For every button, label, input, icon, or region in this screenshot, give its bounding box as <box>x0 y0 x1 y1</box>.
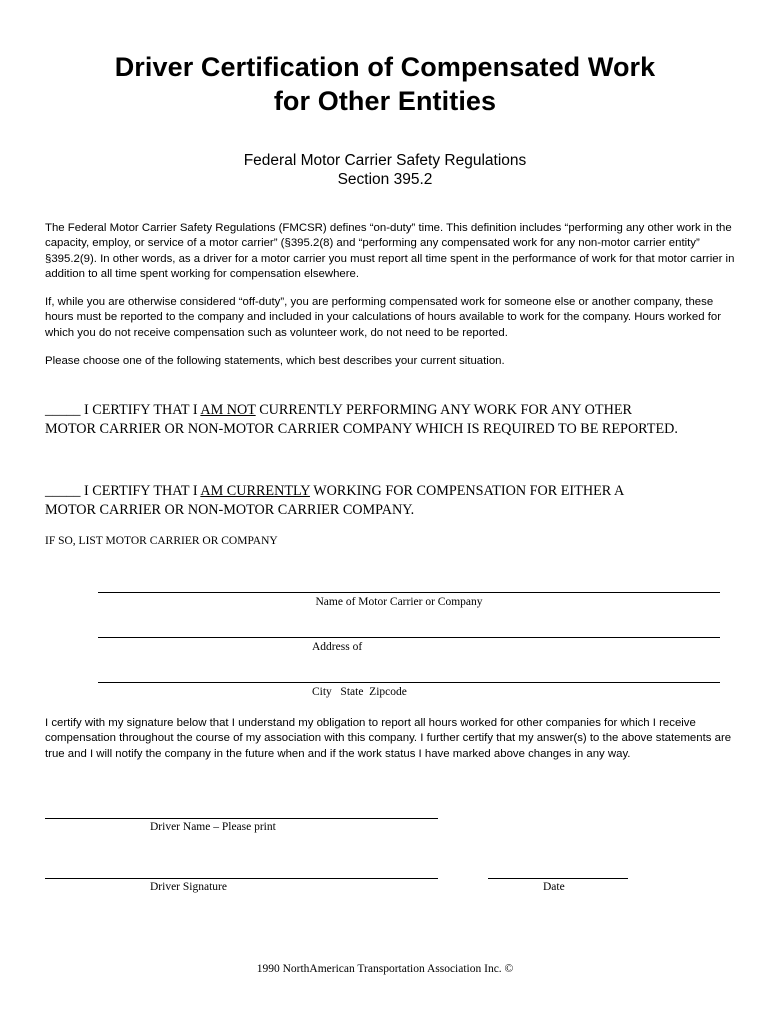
cert1-suffix: CURRENTLY PERFORMING ANY WORK FOR ANY OTHER <box>255 402 632 418</box>
cert1-line-2: MOTOR CARRIER OR NON-MOTOR CARRIER COMPANY WHICH IS REQUIRED TO BE REPORTED. <box>45 421 678 437</box>
certification-not-working <box>45 401 745 439</box>
cert2-checkbox-blank[interactable]: _____ <box>45 483 81 499</box>
driver-signature-caption: Driver Signature <box>150 881 227 893</box>
driver-name-caption: Driver Name – Please print <box>150 821 276 833</box>
subtitle <box>0 151 770 189</box>
title-line-1: Driver Certification of Compensated Work <box>114 52 656 82</box>
cert1-line-1 <box>45 401 745 420</box>
subtitle-line-1: Federal Motor Carrier Safety Regulations <box>243 152 527 169</box>
city-state-zip-line[interactable] <box>98 682 720 683</box>
cert2-prefix: I CERTIFY THAT I <box>80 483 201 499</box>
intro-paragraph: The Federal Motor Carrier Safety Regulations (FMCSR) defines “on-duty” time. This definition includes “performing any other work in the capacity, employ, or service of a motor carrier” (§395.2(8) and “performing any compensated work for any non-motor carrier entity” §395.2(9). In other words, as a driver for a motor carrier you must report all time spent in the performance of work for that motor carrier in addition to all time spent working for compensation elsewhere. <box>45 222 735 280</box>
title-line-2: for Other Entities <box>273 86 497 116</box>
date-line[interactable] <box>488 878 628 879</box>
cert2-emphasis: AM CURRENTLY <box>200 483 310 499</box>
cert2-line-2: MOTOR CARRIER OR NON-MOTOR CARRIER COMPANY. <box>45 502 415 518</box>
city-state-zip-caption: City State Zipcode <box>312 686 407 698</box>
cert1-checkbox-blank[interactable]: _____ <box>45 402 81 418</box>
subtitle-line-2: Section 395.2 <box>337 171 433 188</box>
date-caption: Date <box>543 881 565 893</box>
address-line[interactable] <box>98 637 720 638</box>
address-caption: Address of <box>312 641 363 653</box>
certification-statement: I certify with my signature below that I understand my obligation to report all hours worked for other companies for which I receive compensation throughout the course of my association with this company. I further certify that my answer(s) to the above statements are true and I will notify the company in the future when and if the work status I have marked above changes in any way. <box>45 717 732 760</box>
cert1-emphasis: AM NOT <box>200 402 256 418</box>
certification-currently-working <box>45 482 745 520</box>
if-so-label: IF SO, LIST MOTOR CARRIER OR COMPANY <box>45 535 278 547</box>
instruction-paragraph: Please choose one of the following statements, which best describes your current situation. <box>45 355 505 367</box>
cert2-line-1 <box>45 482 745 501</box>
off-duty-paragraph: If, while you are otherwise considered “off-duty”, you are performing compensated work for someone else or another company, these hours must be reported to the company and included in your calculations of hours available to work for the company. Hours worked for which you do not receive compensation such as volunteer work, do not need to be reported. <box>45 296 721 339</box>
driver-name-line[interactable] <box>45 818 438 819</box>
carrier-name-line[interactable] <box>98 592 720 593</box>
footer-copyright: 1990 NorthAmerican Transportation Association Inc. © <box>256 963 514 975</box>
cert1-prefix: I CERTIFY THAT I <box>80 402 201 418</box>
page-title <box>0 50 770 118</box>
carrier-name-caption: Name of Motor Carrier or Company <box>315 596 483 608</box>
driver-signature-line[interactable] <box>45 878 438 879</box>
cert2-suffix: WORKING FOR COMPENSATION FOR EITHER A <box>309 483 625 499</box>
